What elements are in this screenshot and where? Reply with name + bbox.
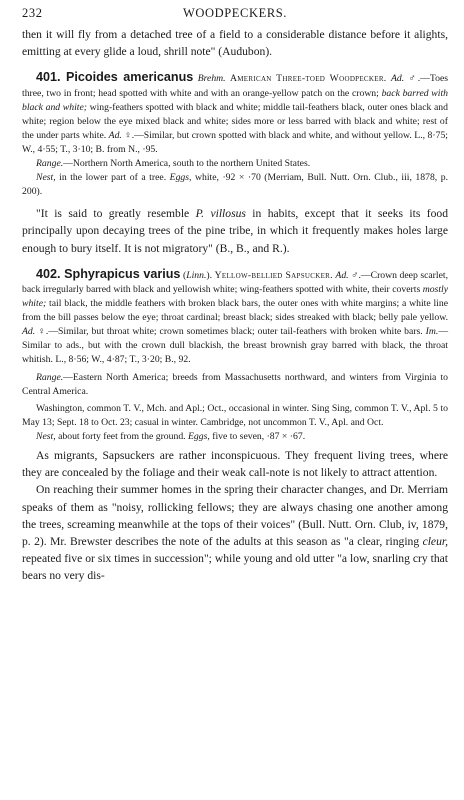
italic-text: Ad. [22, 326, 36, 338]
species-401-nest: Nest, in the lower part of a tree. Eggs, white, ·92 × ·70 (Merriam, Bull. Nutt. Orn. Club., iii, 1878, p. 200). [22, 172, 449, 198]
italic-text: Ad. [390, 73, 405, 85]
species-402-local-records: Washington, common T. V., Mch. and Apl.; Oct., occasional in winter. Sing Sing, common T. V., Apl. 5 to May 13; Sept. 18 to Oct. 23; casual in winter. Cambridge, not uncommon T. V., Apl. and Oct. [22, 402, 448, 428]
species-402-nest: Nest, about forty feet from the ground. Eggs, five to seven, ·87 × ·67. [36, 430, 306, 442]
italic-text: Ad. [108, 129, 122, 141]
species-402-summer-paragraph: On reaching their summer homes in the spring their character changes, and Dr. Merriam speaks of them as "noisy, rollicking fellows; they are always chasing one another among the trees, screaming meanwhile at the tops of their voices" (Bull. Nutt. Orn. Club, iv, 1879, p. 2). Mr. Brewster describes the note of the adults at this season as "a clear, ringing cleur, repeated five or six times in succession"; while young and old utter "a low, snarling cry that bears no very dis- [22, 483, 448, 583]
page-header [22, 6, 448, 26]
common-name: Yellow-bellied Sapsucker. [214, 269, 333, 281]
italic-text: Linn. [186, 269, 207, 281]
italic-text: Nest, [36, 172, 56, 184]
italic-text: mostly white; [22, 283, 448, 310]
species-name: Sphyrapicus varius [64, 266, 181, 281]
italic-text: Eggs, [169, 172, 192, 184]
page-number: 232 [22, 6, 43, 20]
species-name: Picoides americanus [66, 70, 194, 85]
species-number: 401. [36, 70, 66, 85]
species-402-description: 402. Sphyrapicus varius (Linn.). Yellow-bellied Sapsucker. Ad. ♂.—Crown deep scarlet, back irregularly barred with black and yellowish white; wing-feathers spotted with white, their coverts mostly white; tail black, the middle feathers with broken black bars, the outer ones with white margins; a white line from the bill passes below the eye; throat cardinal; breast black; sides streaked with black; belly pale yellow. Ad. ♀.—Similar, but throat white; crown sometimes black; outer tail-feathers with broken white bars. Im.—Similar to ads., but with the crown dull blackish, the breast brownish gray barred with black, the throat whitish. L., 8·56; W., 4·87; T., 3·20; B., 92. [22, 266, 449, 366]
species-401-description: 401. Picoides americanus Brehm. American Three-toed Woodpecker. Ad. ♂.—Toes three, two in front; head spotted with white and with an orange-yellow patch on the crown; back barred with black and white; wing-feathers spotted with black and white; middle tail-feathers black, outer ones black and white; region below the eye mixed black and white; sides more or less barred with black and white; rest of the under parts white. Ad. ♀.—Similar, but crown spotted with black and white, and without yellow. L., 8·75; W., 4·55; T., 3·10; B. from N., ·95. [22, 70, 449, 155]
italic-text: Range. [36, 371, 64, 383]
common-name: American Three-toed Woodpecker. [229, 73, 387, 85]
italic-text: cleur, [422, 535, 448, 548]
species-401-habits-paragraph: "It is said to greatly resemble P. villosus in habits, except that it seeks its food principally upon decaying trees of the pine tribe, in which it frequently makes holes large enough to bury itself. It is not migratory" (B., B., and R.). [22, 207, 449, 255]
italic-text: P. villosus [195, 207, 246, 221]
intro-paragraph: then it will fly from a detached tree of a field to a considerable distance before it alights, emitting at every glide a loud, shrill note" (Audubon). [22, 28, 448, 59]
italic-text: Ad. [335, 269, 349, 281]
species-402-range: Range.—Eastern North America; breeds from Massachusetts northward, and winters from Virginia to Central America. [22, 371, 448, 397]
italic-text: Brehm. [197, 73, 226, 85]
italic-text: Im. [425, 326, 439, 338]
running-head: WOODPECKERS. [182, 6, 288, 20]
species-number: 402. [36, 266, 65, 281]
italic-text: Eggs, [188, 430, 210, 442]
italic-text: Range. [36, 157, 64, 169]
book-page [22, 6, 448, 585]
species-402-migrants-paragraph: As migrants, Sapsuckers are rather inconspicuous. They frequent living trees, where they are concealed by the foliage and their weak call-note is not likely to attract attention. [22, 448, 448, 480]
italic-text: back barred with black and white; [22, 87, 448, 113]
species-401-range: Range.—Northern North America, south to the northern United States. [36, 157, 311, 169]
italic-text: Nest, [36, 430, 56, 442]
